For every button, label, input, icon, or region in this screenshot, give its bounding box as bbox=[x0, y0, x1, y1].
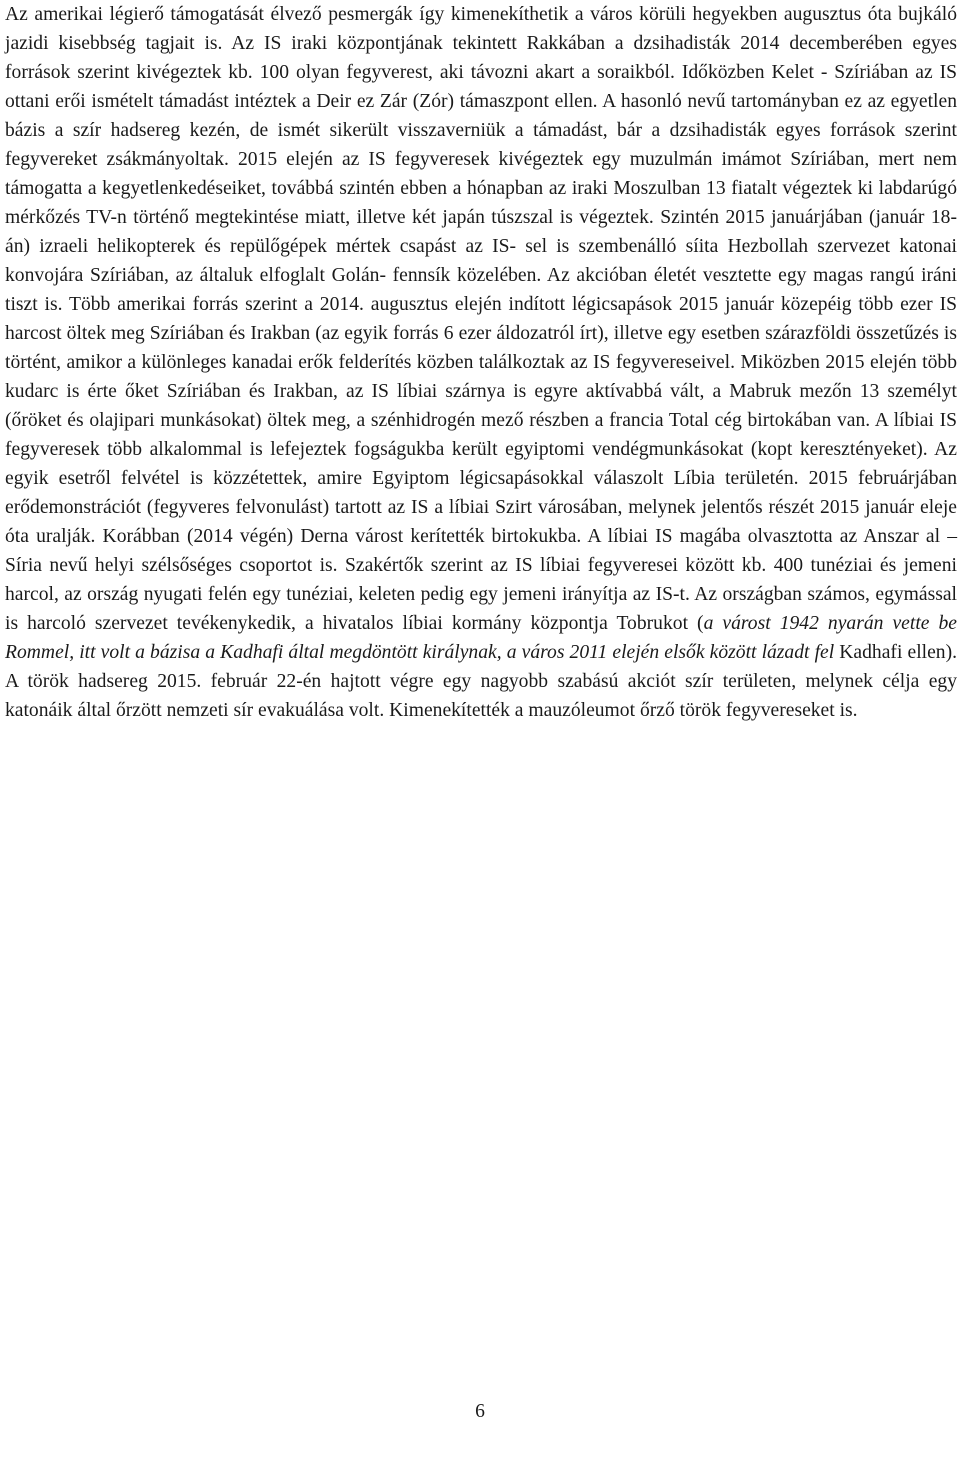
paragraph-italic-text: a várost 1942 nyarán vette be Rommel, itt volt a bázisa a Kadhafi által megdöntött királynak, a város 2011 elején elsők között lázadt fel bbox=[5, 613, 957, 663]
body-paragraph bbox=[5, 0, 957, 725]
paragraph-text-end: Kadhafi ellen). A török hadsereg 2015. február 22-én hajtott végre egy nagyobb szabású akciót szír területen, melynek célja egy katonáik által őrzött nemzeti sír evakuálása volt. Kimenekítették a mauzóleumot őrző török fegyvereseket is. bbox=[5, 642, 957, 721]
page-number: 6 bbox=[475, 1401, 485, 1422]
paragraph-text: Az amerikai légierő támogatását élvező pesmergák így kimenekíthetik a város körüli hegyekben augusztus óta bujkáló jazidi kisebbség tagjait is. Az IS iraki központjának tekintett Rakkában a dzsihadisták 2014 decemberében egyes források szerint kivégeztek kb. 100 olyan fegyverest, aki távozni akart a soraikból. Időközben Kelet - Szíriában az IS ottani erői ismételt támadást intéztek a Deir ez Zár (Zór) támaszpont ellen. A hasonló nevű tartományban ez az egyetlen bázis a szír hadsereg kezén, de ismét sikerült visszaverniük a támadást, bár a dzsihadisták egyes források szerint fegyvereket zsákmányoltak. 2015 elején az IS fegyveresek kivégeztek egy muzulmán imámot Szíriában, mert nem támogatta a kegyetlenkedéseiket, továbbá szintén ebben a hónapban az iraki Moszulban 13 fiatalt végeztek ki labdarúgó mérkőzés TV-n történő megtekintése miatt, illetve két japán túszszal is végeztek. Szintén 2015 januárjában (január 18-án) izraeli helikopterek és repülőgépek mértek csapást az IS- sel is szembenálló síita Hezbollah szervezet katonai konvojára Szíriában, az általuk elfoglalt Golán- fennsík közelében. Az akcióban életét vesztette egy magas rangú iráni tiszt is. Több amerikai forrás szerint a 2014. augusztus elején indított légicsapások 2015 január közepéig több ezer IS harcost öltek meg Szíriában és Irakban (az egyik forrás 6 ezer áldozatról írt), illetve egy esetben szárazföldi összetűzés is történt, amikor a különleges kanadai erők felderítés közben találkoztak az IS fegyvereseivel. Miközben 2015 elején több kudarc is érte őket Szíriában és Irakban, az IS líbiai szárnya is egyre aktívabbá vált, a Mabruk mezőn 13 személyt (őröket és olajipari munkásokat) öltek meg, a szénhidrogén mező részben a francia Total cég birtokában van. A líbiai IS fegyveresek több alkalommal is lefejeztek fogságukba került egyiptomi vendégmunkásokat (kopt keresztényeket). Az egyik esetről felvétel is közzétettek, amire Egyiptom légicsapásokkal válaszolt Líbia területén. 2015 februárjában erődemonstrációt (fegyveres felvonulást) tartott az IS a líbiai Szirt városában, melynek jelentős részét 2015 január eleje óta uralják. Korábban (2014 végén) Derna várost kerítették birtokukba. A líbiai IS magába olvasztotta az Anszar al – Síria nevű helyi szélsőséges csoportot is. Szakértők szerint az IS líbiai fegyveresei között kb. 400 tunéziai és jemeni harcol, az ország nyugati felén egy tunéziai, keleten pedig egy jemeni irányítja az IS-t. Az országban számos, egymással is harcoló szervezet tevékenykedik, a hivatalos líbiai kormány központja Tobrukot ( bbox=[5, 4, 957, 634]
